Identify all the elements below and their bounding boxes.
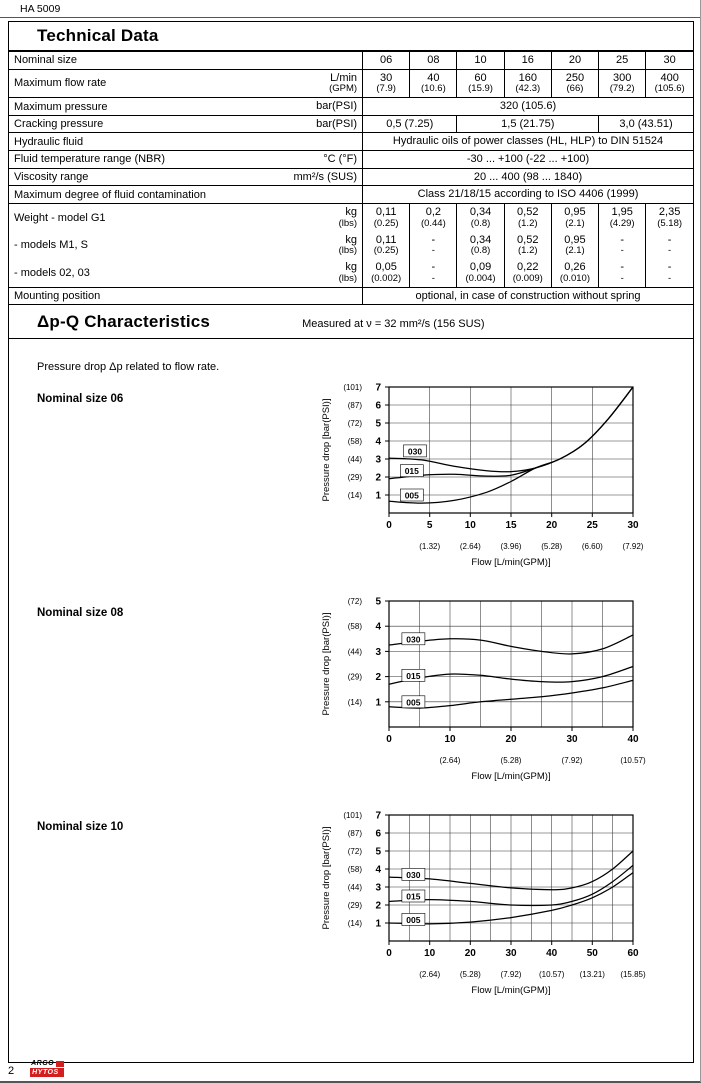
row-unit: kg (lbs)	[338, 261, 358, 284]
col-header: 06	[363, 52, 410, 70]
x-gpm-label: (15.85)	[620, 970, 646, 980]
table-cell: 0,09 (0.004)	[457, 259, 504, 287]
curve-label-005: 005	[406, 697, 421, 708]
x-tick-label: 5	[426, 520, 433, 532]
technical-data-title: Technical Data	[9, 22, 693, 51]
table-cell: 0,11 (0.25)	[363, 232, 410, 260]
y-axis-title: Pressure drop [bar(PSI)]	[321, 826, 332, 930]
x-tick-label: 20	[546, 520, 558, 532]
table-cell: - -	[646, 259, 693, 287]
page-footer	[8, 1060, 64, 1077]
y-tick-label: 2	[375, 472, 381, 484]
row-label: - models M1, S	[14, 239, 88, 252]
x-axis-title: Flow [L/min(GPM)]	[471, 771, 551, 783]
y-tick-label: 4	[375, 864, 381, 876]
row-unit: kg (lbs)	[338, 206, 358, 229]
x-gpm-label: (2.64)	[459, 542, 481, 552]
x-gpm-label: (7.92)	[622, 542, 644, 552]
logo-argo-row	[30, 1060, 64, 1068]
y-psi-label: (58)	[347, 437, 362, 447]
row-weight-m1s	[9, 232, 693, 260]
table-cell: - -	[410, 259, 457, 287]
row-label: Maximum flow rate	[14, 77, 107, 90]
table-cell: 0,11 (0.25)	[363, 204, 410, 232]
row-label: Fluid temperature range (NBR)	[14, 153, 166, 166]
y-psi-label: (101)	[343, 811, 362, 821]
table-cell: 250 (66)	[551, 69, 598, 98]
y-tick-label: 3	[375, 454, 381, 466]
y-tick-label: 2	[375, 900, 381, 912]
pq-chart-nominal-08	[309, 591, 689, 797]
table-cell: 0,2 (0.44)	[410, 204, 457, 232]
page-number: 2	[8, 1065, 15, 1077]
y-psi-label: (14)	[347, 698, 362, 708]
y-psi-label: (72)	[347, 847, 362, 857]
x-tick-label: 40	[627, 734, 639, 746]
x-gpm-label: (7.92)	[561, 756, 583, 766]
row-contamination	[9, 186, 693, 204]
row-viscosity	[9, 168, 693, 186]
table-cell: 160 (42.3)	[504, 69, 551, 98]
row-unit: bar(PSI)	[316, 118, 358, 130]
x-gpm-label: (5.28)	[459, 970, 481, 980]
y-axis-title: Pressure drop [bar(PSI)]	[321, 398, 332, 502]
table-cell: - -	[646, 232, 693, 260]
x-gpm-label: (5.28)	[541, 542, 563, 552]
x-gpm-label: (13.21)	[579, 970, 605, 980]
x-gpm-label: (2.64)	[439, 756, 461, 766]
logo-red-square-icon	[56, 1061, 64, 1067]
chart-title-08: Nominal size 08	[37, 607, 124, 620]
y-tick-label: 4	[375, 622, 381, 634]
row-mounting	[9, 287, 693, 305]
y-tick-label: 3	[375, 647, 381, 659]
curve-label-030: 030	[407, 446, 423, 457]
curve-label-015: 015	[404, 466, 419, 477]
x-tick-label: 0	[386, 948, 392, 960]
x-tick-label: 10	[424, 948, 436, 960]
row-fluid-temp	[9, 151, 693, 169]
row-unit: bar(PSI)	[316, 100, 358, 113]
characteristics-header	[9, 305, 693, 339]
x-tick-label: 15	[505, 520, 517, 532]
x-gpm-label: (7.92)	[500, 970, 522, 980]
y-psi-label: (87)	[347, 401, 362, 411]
x-tick-label: 50	[586, 948, 598, 960]
table-cell: 2,35 (5.18)	[646, 204, 693, 232]
y-psi-label: (44)	[347, 647, 362, 657]
table-cell: 0,05 (0.002)	[363, 259, 410, 287]
table-cell: 0,52 (1.2)	[504, 204, 551, 232]
table-cell: - -	[599, 232, 646, 260]
curve-label-030: 030	[406, 870, 421, 881]
x-tick-label: 20	[505, 734, 517, 746]
y-axis-title: Pressure drop [bar(PSI)]	[321, 612, 332, 716]
col-header: 20	[551, 52, 598, 70]
table-cell: 40 (10.6)	[410, 69, 457, 98]
x-gpm-label: (3.96)	[500, 542, 522, 552]
x-tick-label: 10	[464, 520, 476, 532]
table-cell: 0,95 (2.1)	[551, 204, 598, 232]
x-tick-label: 10	[444, 734, 456, 746]
row-label: Maximum degree of fluid contamination	[14, 188, 206, 201]
curve-label-015: 015	[406, 671, 421, 682]
chart-title-06: Nominal size 06	[37, 393, 124, 406]
row-hydraulic-fluid	[9, 133, 693, 151]
row-label: Hydraulic fluid	[14, 135, 84, 148]
row-max-pressure	[9, 98, 693, 116]
table-cell: 320 (105.6)	[363, 98, 693, 116]
chart-block-06	[9, 377, 693, 583]
table-cell: 60 (15.9)	[457, 69, 504, 98]
table-cell: 0,22 (0.009)	[504, 259, 551, 287]
table-cell: Hydraulic oils of power classes (HL, HLP) to DIN 51524	[363, 133, 693, 151]
pq-chart-nominal-10	[309, 805, 689, 1011]
table-cell: - -	[410, 232, 457, 260]
x-gpm-label: (6.60)	[581, 542, 603, 552]
row-nominal-size	[9, 52, 693, 70]
y-tick-label: 3	[375, 882, 381, 894]
y-psi-label: (29)	[347, 473, 362, 483]
table-cell: 1,95 (4.29)	[599, 204, 646, 232]
row-label: - models 02, 03	[14, 266, 90, 279]
y-psi-label: (58)	[347, 622, 362, 632]
characteristics-intro: Pressure drop Δp related to flow rate.	[37, 361, 220, 374]
y-psi-label: (29)	[347, 901, 362, 911]
logo-argo-text: ARGO	[31, 1060, 55, 1067]
argo-hytos-logo	[30, 1060, 64, 1077]
table-cell: 0,52 (1.2)	[504, 232, 551, 260]
row-label: Maximum pressure	[14, 100, 108, 113]
technical-data-table	[9, 51, 693, 305]
table-cell: - -	[599, 259, 646, 287]
curve-label-030: 030	[406, 634, 421, 645]
x-axis-title: Flow [L/min(GPM)]	[471, 985, 551, 997]
x-tick-label: 0	[386, 734, 392, 746]
chart-block-08	[9, 591, 693, 797]
row-unit: mm²/s (SUS)	[293, 170, 358, 183]
y-tick-label: 6	[375, 400, 381, 412]
table-cell: optional, in case of construction without spring	[363, 287, 693, 305]
table-cell: 1,5 (21.75)	[457, 115, 599, 133]
table-cell: 0,34 (0.8)	[457, 232, 504, 260]
characteristics-subtitle: Measured at ν = 32 mm²/s (156 SUS)	[302, 318, 485, 331]
y-psi-label: (14)	[347, 491, 362, 501]
y-psi-label: (72)	[347, 597, 362, 607]
row-unit: L/min (GPM)	[329, 71, 358, 95]
col-header: 08	[410, 52, 457, 70]
table-cell: 0,95 (2.1)	[551, 232, 598, 260]
doc-header	[0, 0, 700, 18]
row-label: Weight - model G1	[14, 211, 106, 224]
table-cell: 30 (7.9)	[363, 69, 410, 98]
pq-chart-nominal-06	[309, 377, 689, 583]
x-gpm-label: (2.64)	[419, 970, 441, 980]
table-cell: 20 ... 400 (98 ... 1840)	[363, 168, 693, 186]
x-tick-label: 20	[464, 948, 476, 960]
x-axis-title: Flow [L/min(GPM)]	[471, 557, 551, 569]
table-cell: 300 (79.2)	[599, 69, 646, 98]
chart-block-10	[9, 805, 693, 1011]
curve-label-005: 005	[404, 490, 419, 501]
y-tick-label: 5	[375, 596, 381, 608]
x-tick-label: 40	[546, 948, 558, 960]
x-gpm-label: (10.57)	[539, 970, 565, 980]
y-psi-label: (29)	[347, 672, 362, 682]
col-header: 30	[646, 52, 693, 70]
chart-title-10: Nominal size 10	[37, 821, 124, 834]
table-cell: -30 ... +100 (-22 ... +100)	[363, 151, 693, 169]
row-weight-g1	[9, 204, 693, 232]
y-psi-label: (72)	[347, 419, 362, 429]
x-tick-label: 30	[505, 948, 517, 960]
y-tick-label: 1	[375, 490, 381, 502]
x-gpm-label: (10.57)	[620, 756, 646, 766]
table-cell: 400 (105.6)	[646, 69, 693, 98]
row-cracking-pressure	[9, 115, 693, 133]
y-psi-label: (14)	[347, 919, 362, 929]
col-header: 10	[457, 52, 504, 70]
y-psi-label: (101)	[343, 383, 362, 393]
x-tick-label: 30	[566, 734, 578, 746]
x-gpm-label: (1.32)	[419, 542, 441, 552]
y-tick-label: 4	[375, 436, 381, 448]
y-psi-label: (44)	[347, 883, 362, 893]
y-tick-label: 2	[375, 672, 381, 684]
y-tick-label: 6	[375, 828, 381, 840]
x-tick-label: 25	[586, 520, 598, 532]
content-box	[8, 21, 694, 1063]
curve-label-005: 005	[406, 915, 421, 926]
y-tick-label: 7	[375, 382, 381, 394]
row-label: Nominal size	[14, 54, 77, 67]
y-tick-label: 5	[375, 418, 381, 430]
doc-code: HA 5009	[20, 3, 61, 15]
col-header: 16	[504, 52, 551, 70]
col-header: 25	[599, 52, 646, 70]
table-cell: Class 21/18/15 according to ISO 4406 (1999)	[363, 186, 693, 204]
x-tick-label: 0	[386, 520, 392, 532]
y-tick-label: 1	[375, 918, 381, 930]
y-tick-label: 7	[375, 810, 381, 822]
y-psi-label: (44)	[347, 455, 362, 465]
y-tick-label: 1	[375, 697, 381, 709]
y-tick-label: 5	[375, 846, 381, 858]
table-cell: 3,0 (43.51)	[599, 115, 693, 133]
row-label: Mounting position	[14, 290, 101, 303]
table-cell: 0,34 (0.8)	[457, 204, 504, 232]
y-psi-label: (87)	[347, 829, 362, 839]
x-tick-label: 30	[627, 520, 639, 532]
logo-hytos-text: HYTOS	[32, 1069, 59, 1076]
y-psi-label: (58)	[347, 865, 362, 875]
row-unit: kg (lbs)	[338, 233, 358, 257]
characteristics-title: Δp-Q Characteristics	[37, 312, 211, 332]
x-gpm-label: (5.28)	[500, 756, 522, 766]
row-weight-0203	[9, 259, 693, 287]
x-tick-label: 60	[627, 948, 639, 960]
row-label: Viscosity range	[14, 171, 89, 184]
row-unit: °C (°F)	[323, 153, 358, 166]
table-cell: 0,26 (0.010)	[551, 259, 598, 287]
curve-label-015: 015	[406, 891, 421, 902]
row-label: Cracking pressure	[14, 118, 104, 131]
table-cell: 0,5 (7.25)	[363, 115, 457, 133]
logo-hytos-row	[30, 1068, 64, 1077]
row-max-flow	[9, 69, 693, 98]
